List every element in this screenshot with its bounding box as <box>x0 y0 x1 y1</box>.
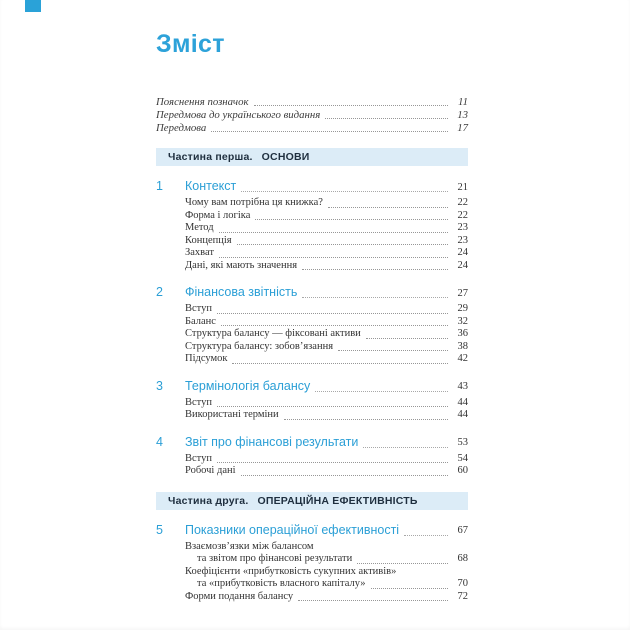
chapter-items <box>185 197 468 272</box>
toc-entry <box>156 95 468 108</box>
dot-leader <box>237 244 448 245</box>
toc-content <box>156 30 468 603</box>
page-number: 53 <box>457 437 468 448</box>
toc-entry <box>185 553 468 566</box>
chapter-heading <box>156 435 468 450</box>
entry-label: Робочі дані <box>185 465 236 476</box>
page-number: 27 <box>457 287 468 299</box>
entry-label: Дані, які мають значення <box>185 259 298 271</box>
page-number: 67 <box>457 525 468 536</box>
page-number: 17 <box>457 121 468 134</box>
dot-leader <box>211 131 448 132</box>
chapter-number: 2 <box>156 285 163 299</box>
entry-label: Чому вам потрібна ця книжка? <box>185 197 323 208</box>
dot-leader <box>284 419 448 420</box>
section-heading <box>156 148 468 166</box>
dot-leader <box>232 363 448 364</box>
page-number: 29 <box>457 303 468 314</box>
dot-leader <box>255 219 448 220</box>
toc-entry <box>185 303 468 316</box>
entry-label: Вступ <box>185 303 212 314</box>
chapter-title-row <box>185 285 468 300</box>
entry-label: Вступ <box>185 452 212 464</box>
entry-label: Коефіцієнти «прибутковість сукупних активів» <box>185 565 397 577</box>
section-heading <box>156 492 468 510</box>
page-number: 54 <box>457 452 468 464</box>
dot-leader <box>302 297 448 298</box>
dot-leader <box>363 447 448 448</box>
chapter-title: Показники операційної ефективності <box>185 522 400 537</box>
page-number: 22 <box>457 197 468 208</box>
toc-entry <box>185 453 468 466</box>
toc-entry <box>185 210 468 223</box>
page-number: 38 <box>457 340 468 352</box>
dot-leader <box>219 232 448 233</box>
entry-label: Взаємозв’язки між балансом <box>185 540 314 552</box>
page-number: 21 <box>457 181 468 193</box>
page-number: 43 <box>457 381 468 392</box>
dot-leader <box>404 535 448 536</box>
toc-entry <box>185 328 468 341</box>
entry-label: та звітом про фінансові результати <box>197 553 353 564</box>
entry-label: Форми подання балансу <box>185 590 294 602</box>
front-matter-list <box>156 95 468 134</box>
page-number: 60 <box>457 465 468 476</box>
chapter-title-row <box>185 435 468 450</box>
page-number: 42 <box>457 353 468 364</box>
chapter-title-row <box>185 379 468 394</box>
toc-entry <box>185 397 468 410</box>
entry-label: Метод <box>185 222 214 233</box>
dot-leader <box>254 105 448 106</box>
dot-leader <box>221 325 448 326</box>
entry-label: Структура балансу: зобов’язання <box>185 340 334 352</box>
dot-leader <box>217 462 448 463</box>
page-number: 22 <box>457 209 468 221</box>
page-number: 13 <box>457 108 468 121</box>
chapter-block <box>156 285 468 366</box>
page-title: Зміст <box>156 30 225 58</box>
entry-label: Передмова до українського видання <box>156 108 321 121</box>
chapter-title: Звіт про фінансові результати <box>185 434 359 449</box>
chapter-number: 1 <box>156 179 163 193</box>
corner-tab-decoration <box>25 0 41 12</box>
dot-leader <box>328 207 448 208</box>
toc-entry <box>156 108 468 121</box>
chapter-items <box>185 397 468 422</box>
toc-entry <box>185 591 468 604</box>
entry-label: Вступ <box>185 396 212 408</box>
toc-entry <box>185 353 468 366</box>
toc-entry <box>185 260 468 273</box>
toc-entry <box>185 341 468 354</box>
chapter-number: 3 <box>156 378 163 393</box>
entry-label: Використані терміни <box>185 409 279 420</box>
chapter-heading <box>156 179 468 194</box>
dot-leader <box>338 350 448 351</box>
chapter-title: Контекст <box>185 179 237 193</box>
section-name-label: ОПЕРАЦІЙНА ЕФЕКТИВНІСТЬ <box>257 494 418 507</box>
section-part-label: Частина друга. <box>168 494 249 507</box>
chapter-title: Термінологія балансу <box>185 378 311 393</box>
page-number: 23 <box>457 222 468 233</box>
toc-body <box>156 148 468 603</box>
section-part-label: Частина перша. <box>168 151 253 163</box>
dot-leader <box>315 391 448 392</box>
entry-label: Концепція <box>185 234 232 246</box>
chapter-title-row <box>185 523 468 538</box>
dot-leader <box>241 475 448 476</box>
toc-entry <box>185 465 468 478</box>
chapter-heading <box>156 523 468 538</box>
entry-label: Структура балансу — фіксовані активи <box>185 328 361 339</box>
page-number: 36 <box>457 328 468 339</box>
dot-leader <box>371 588 448 589</box>
dot-leader <box>325 118 448 119</box>
chapter-title-row <box>185 179 468 194</box>
entry-label: Підсумок <box>185 353 228 364</box>
chapter-number: 5 <box>156 522 163 537</box>
page-number: 23 <box>457 234 468 246</box>
chapter-heading <box>156 285 468 300</box>
dot-leader <box>298 600 448 601</box>
page-number: 32 <box>457 315 468 327</box>
page-number: 11 <box>458 95 468 108</box>
page-number: 68 <box>457 553 468 564</box>
entry-label: Форма і логіка <box>185 209 251 221</box>
page-number: 44 <box>457 396 468 408</box>
page-number: 72 <box>457 590 468 602</box>
toc-entry <box>185 247 468 260</box>
dot-leader <box>302 269 448 270</box>
chapter-block <box>156 379 468 422</box>
chapter-items <box>185 541 468 604</box>
toc-entry <box>185 235 468 248</box>
dot-leader <box>219 257 448 258</box>
chapter-items <box>185 303 468 366</box>
toc-entry <box>185 578 468 591</box>
chapter-block <box>156 523 468 604</box>
toc-entry <box>185 222 468 235</box>
dot-leader <box>217 313 448 314</box>
section-name-label: ОСНОВИ <box>261 151 310 163</box>
page-number: 70 <box>457 578 468 589</box>
page-number: 24 <box>457 259 468 271</box>
chapter-block <box>156 435 468 478</box>
toc-entry <box>185 197 468 210</box>
entry-label: Баланс <box>185 315 216 327</box>
toc-entry <box>185 316 468 329</box>
page-number: 24 <box>457 247 468 258</box>
entry-label: та «прибутковість власного капіталу» <box>197 578 366 589</box>
dot-leader <box>241 191 448 192</box>
chapter-title: Фінансова звітність <box>185 285 298 299</box>
dot-leader <box>357 563 448 564</box>
entry-label: Передмова <box>156 121 207 134</box>
dot-leader <box>366 338 448 339</box>
toc-entry <box>185 409 468 422</box>
toc-entry <box>156 121 468 134</box>
dot-leader <box>217 406 448 407</box>
chapter-block <box>156 179 468 272</box>
page-number: 44 <box>457 409 468 420</box>
chapter-heading <box>156 379 468 394</box>
chapter-number: 4 <box>156 434 163 449</box>
entry-label: Захват <box>185 247 214 258</box>
chapter-items <box>185 453 468 478</box>
entry-label: Пояснення позначок <box>156 95 249 108</box>
